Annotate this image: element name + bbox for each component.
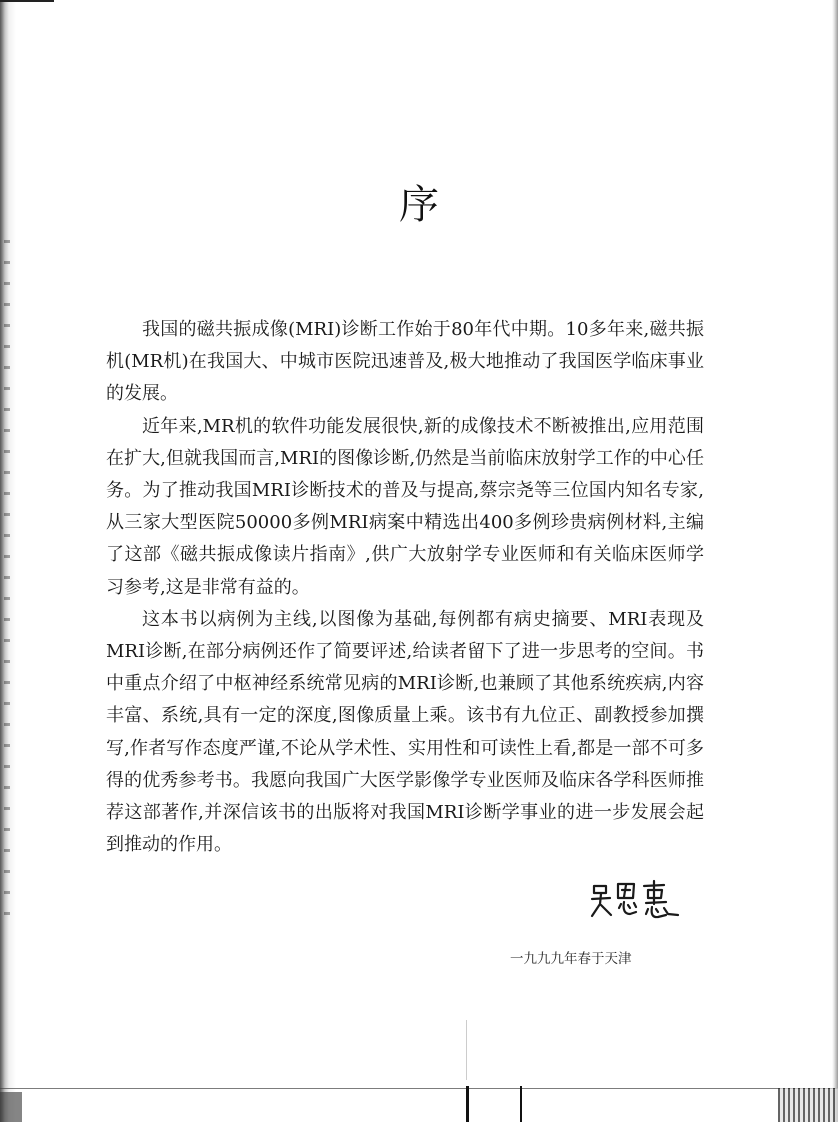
scan-top-mark (0, 0, 54, 2)
paragraph-1: 我国的磁共振成像(MRI)诊断工作始于80年代中期。10多年来,磁共振机(MR机)在我国大、中城市医院迅速普及,极大地推动了我国医学临床事业的发展。 (106, 319, 704, 405)
preface-body (106, 314, 704, 861)
scan-bottom-rule (0, 1088, 838, 1089)
paragraph-2: 近年来,MR机的软件功能发展很快,新的成像技术不断被推出,应用范围在扩大,但就我国而言,MRI的图像诊断,仍然是当前临床放射学工作的中心任务。为了推动我国MRI诊断技术的普及与提高,蔡宗尧等三位国内知名专家,从三家大型医院50000多例MRI病案中精选出400多例珍贵病例材料,主编了这部《磁共振成像读片指南》,供广大放射学专业医师和有关临床医师学习参考,这是非常有益的。 (106, 415, 704, 598)
scan-faint-line (466, 1020, 467, 1080)
paragraph-3: 这本书以病例为主线,以图像为基础,每例都有病史摘要、MRI表现及MRI诊断,在部分病例还作了简要评述,给读者留下了进一步思考的空间。书中重点介绍了中枢神经系统常见病的MRI诊断,也兼顾了其他系统疾病,内容丰富、系统,具有一定的深度,图像质量上乘。该书有九位正、副教授参加撰写,作者写作态度严谨,不论从学术性、实用性和可读性上看,都是一部不可多得的优秀参考书。我愿向我国广大医学影像学专业医师及临床各学科医师推荐这部著作,并深信该书的出版将对我国MRI诊断学事业的进一步发展会起到推动的作用。 (106, 608, 704, 856)
scan-bottom-bar (466, 1086, 469, 1122)
author-signature (586, 878, 686, 924)
signature-handwriting-icon (586, 878, 686, 924)
scan-corner-mark (778, 1088, 838, 1122)
scan-left-specks (4, 240, 10, 920)
dateline: 一九九九年春于天津 (510, 951, 632, 967)
page-title: 序 (399, 182, 439, 228)
scan-corner-mark (0, 1092, 22, 1122)
scan-bottom-bar (520, 1086, 522, 1122)
scan-right-edge (832, 0, 838, 1122)
